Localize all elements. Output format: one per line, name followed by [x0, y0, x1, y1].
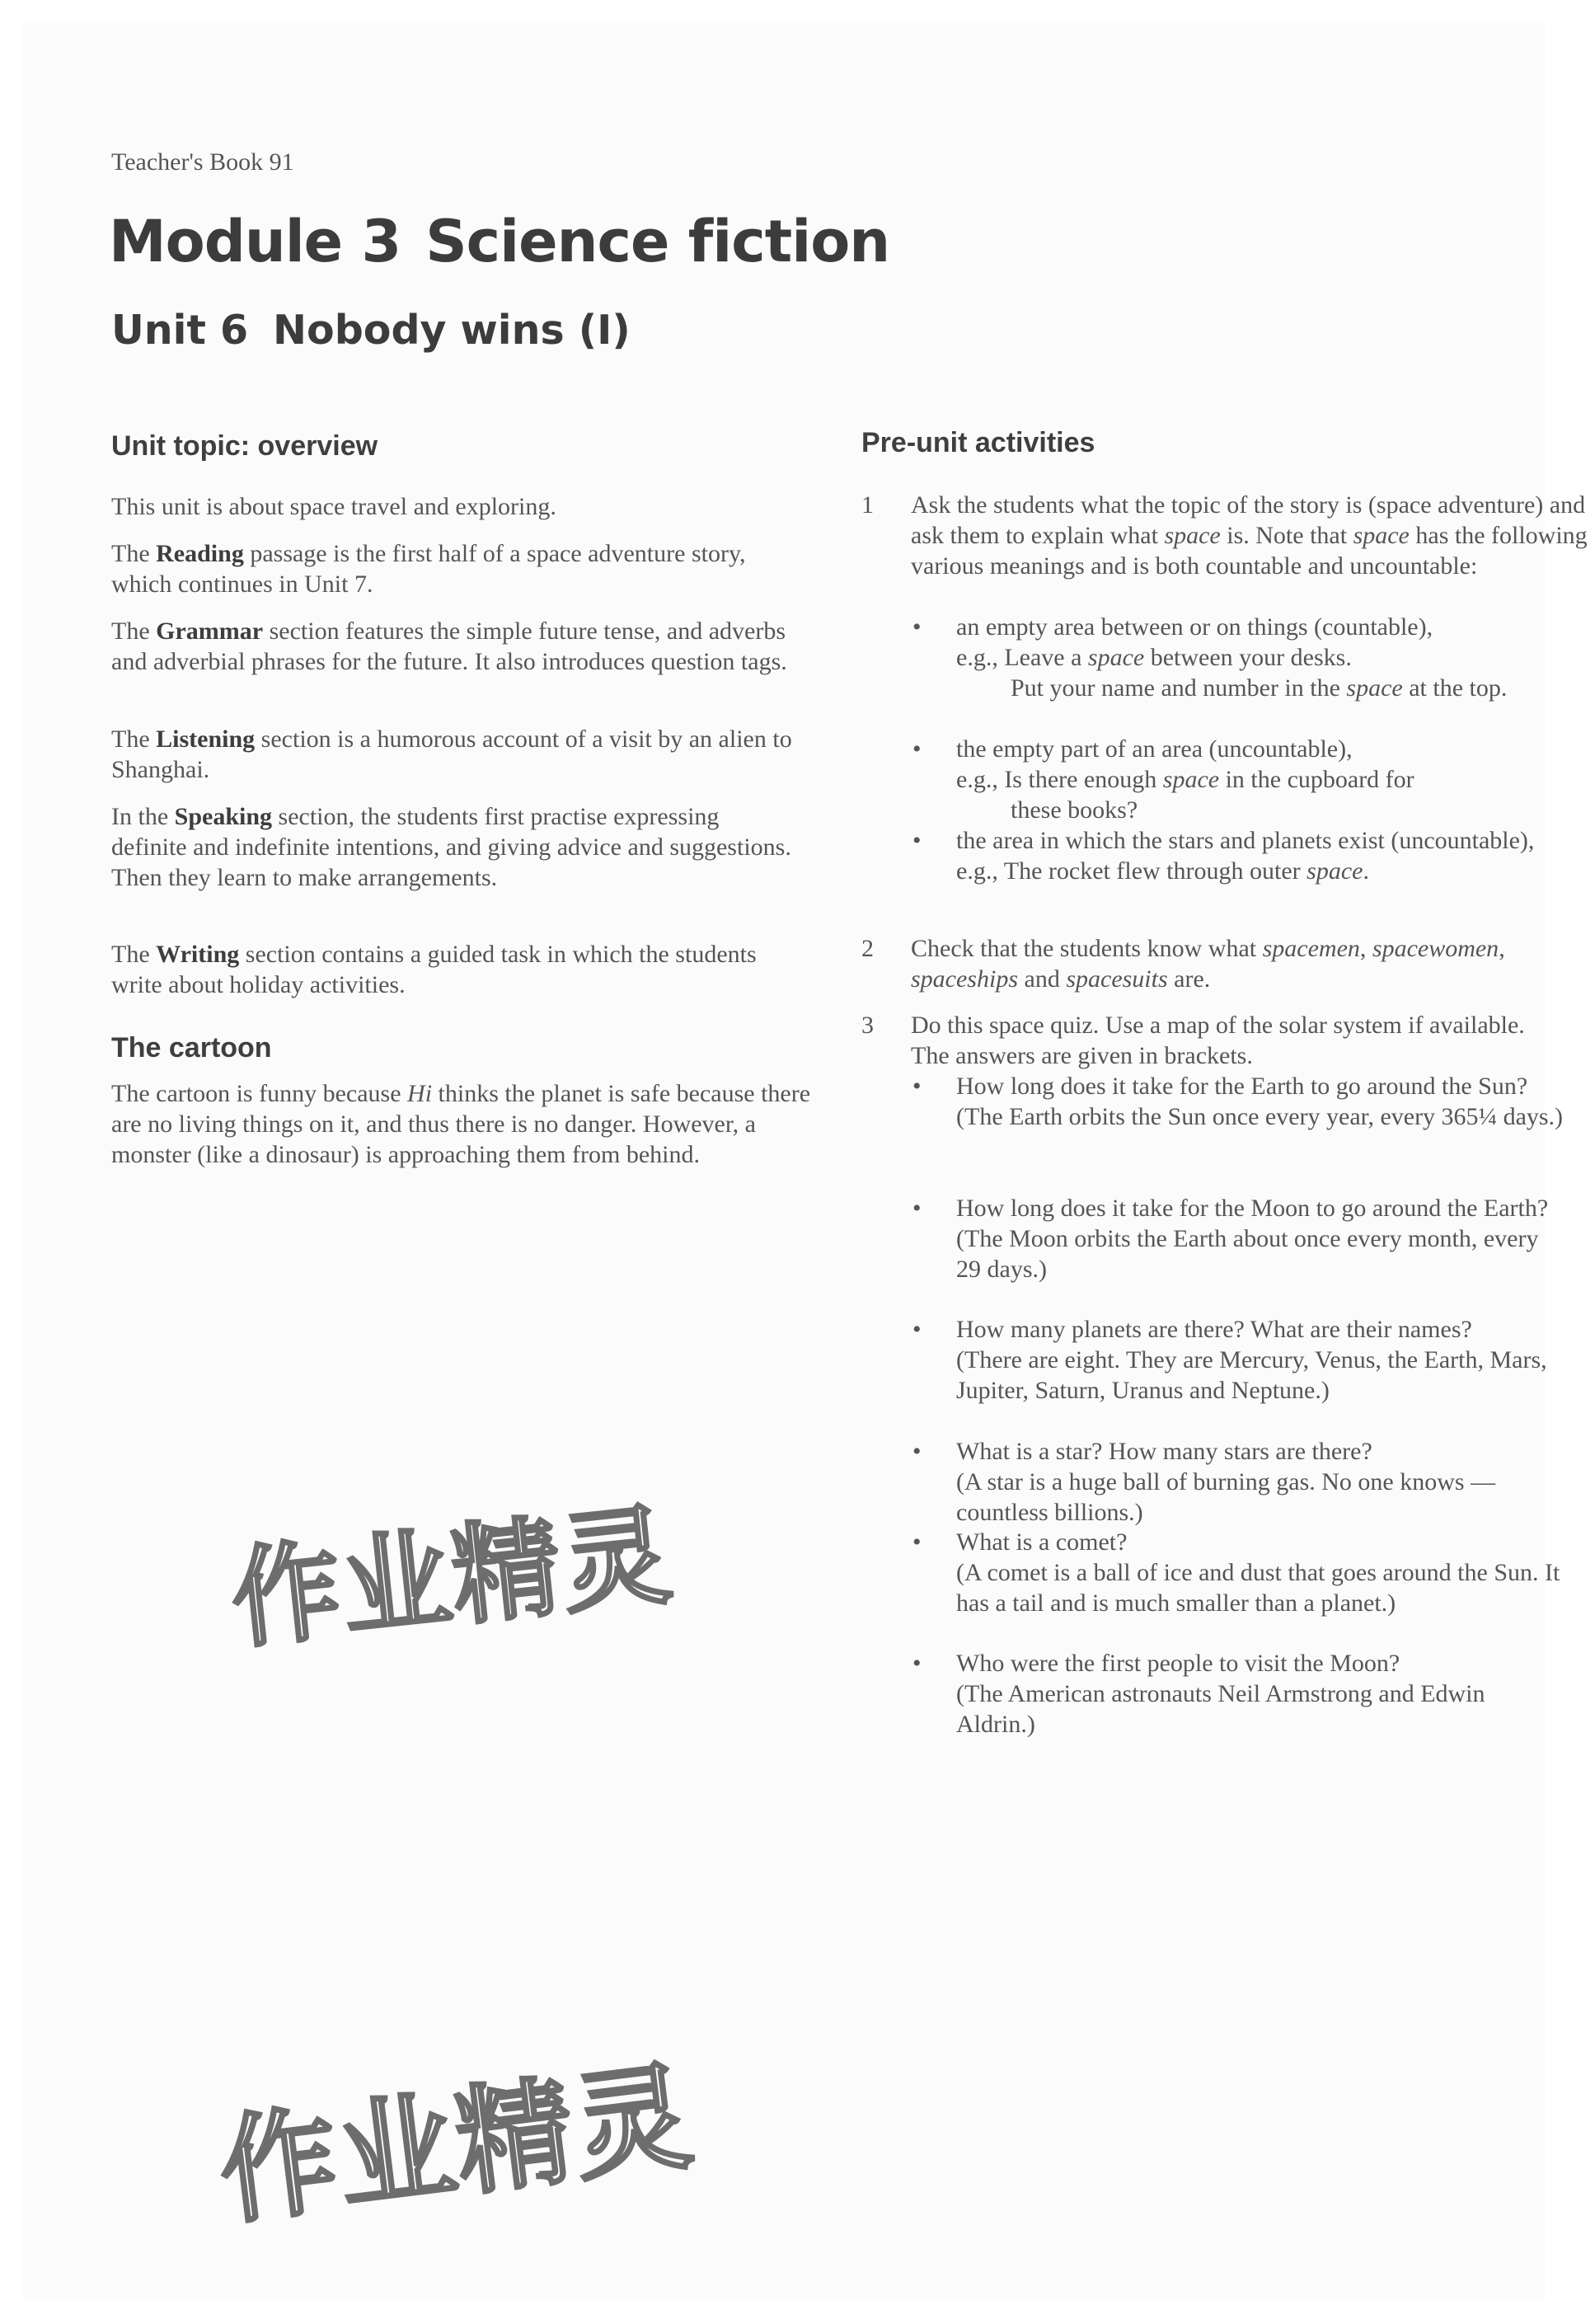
cartoon-heading: The cartoon [111, 1032, 272, 1063]
overview-speaking: In the Speaking section, the students first practise expressing definite and indefinite intentions, and giving advice and suggestions. Then they learn to make arrangements. [111, 803, 791, 891]
unit-number: Unit 6 [111, 307, 249, 354]
quiz-question-4: What is a star? How many stars are there? (A star is a huge ball of burning gas. No one knows —countless billions.) [956, 1438, 1496, 1526]
item-2-text: Check that the students know what spacemen, spacewomen, spaceships and spacesuits are. [911, 935, 1505, 993]
item-2-number: 2 [861, 935, 874, 962]
overview-writing: The Writing section contains a guided task in which the students write about holiday activities. [111, 941, 757, 998]
overview-heading: Unit topic: overview [111, 430, 378, 462]
bullet-icon: • [912, 1438, 922, 1465]
unit-name: Nobody wins (I) [273, 307, 631, 354]
item-3-number: 3 [861, 1012, 874, 1039]
bullet-icon: • [912, 1073, 922, 1100]
bullet-icon: • [912, 827, 922, 854]
quiz-question-2: How long does it take for the Moon to go around the Earth? (The Moon orbits the Earth about once every month, every 29 days.) [956, 1195, 1549, 1283]
quiz-question-1: How long does it take for the Earth to go around the Sun? (The Earth orbits the Sun once every year, every 365¼ days.) [956, 1073, 1564, 1130]
overview-listening: The Listening section is a humorous account of a visit by an alien to Shanghai. [111, 725, 792, 783]
item-1-bullet-1: an empty area between or on things (countable), e.g., Leave a space between your desks. Put your name and number in the space at the top. [956, 613, 1508, 702]
pre-unit-heading: Pre-unit activities [861, 427, 1095, 458]
overview-reading: The Reading passage is the first half of a space adventure story, which continues in Unit 7. [111, 540, 746, 598]
overview-grammar: The Grammar section features the simple future tense, and adverbs and adverbial phrases for the future. It also introduces question tags. [111, 617, 787, 675]
cartoon-text: The cartoon is funny because Hi thinks the planet is safe because there are no living things on it, and thus there is no danger. However, a monster (like a dinosaur) is approaching them from behind. [111, 1080, 811, 1168]
watermark-logo [210, 2045, 705, 2242]
unit-title [111, 307, 631, 354]
bullet-icon: • [912, 1316, 922, 1343]
quiz-question-6: Who were the first people to visit the Moon? (The American astronauts Neil Armstrong and Edwin Aldrin.) [956, 1650, 1485, 1738]
overview-intro: This unit is about space travel and exploring. [111, 493, 556, 520]
watermark-text: 作业精灵 [225, 1491, 679, 1664]
item-1-bullet-3: the area in which the stars and planets exist (uncountable), e.g., The rocket flew through outer space. [956, 827, 1535, 885]
module-number: Module 3 [109, 208, 401, 275]
bullet-icon: • [912, 1650, 922, 1677]
module-name: Science fiction [425, 208, 890, 275]
quiz-question-5: What is a comet? (A comet is a ball of ice and dust that goes around the Sun. It has a tail and is much smaller than a planet.) [956, 1528, 1560, 1617]
bullet-icon: • [912, 1195, 922, 1222]
watermark-text: 作业精灵 [212, 2048, 701, 2242]
quiz-question-3: How many planets are there? What are their names? (There are eight. They are Mercury, Venus, the Earth, Mars, Jupiter, Saturn, Uranus and Neptune.) [956, 1316, 1547, 1404]
item-1-number: 1 [861, 491, 874, 519]
item-1-bullet-2: the empty part of an area (uncountable), e.g., Is there enough space in the cupboard for these books? [956, 735, 1414, 824]
bullet-icon: • [912, 1528, 922, 1556]
watermark-logo [223, 1491, 679, 1664]
bullet-icon: • [912, 735, 922, 763]
module-title [109, 208, 889, 275]
bullet-icon: • [912, 613, 922, 641]
item-3-intro: Do this space quiz. Use a map of the solar system if available. The answers are given in brackets. [911, 1012, 1525, 1069]
page-header: Teacher's Book 91 [111, 148, 294, 176]
item-1-text: Ask the students what the topic of the story is (space adventure) and ask them to explain what space is. Note that space has the following various meanings and is both countable and uncountable: [911, 491, 1588, 580]
